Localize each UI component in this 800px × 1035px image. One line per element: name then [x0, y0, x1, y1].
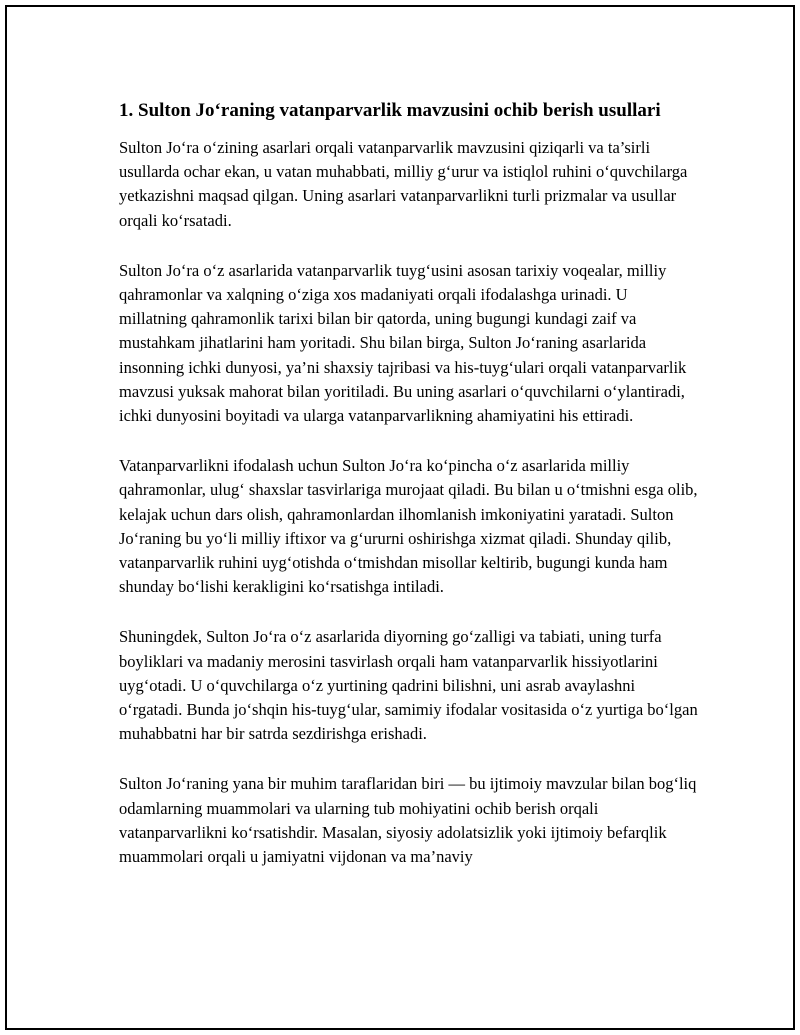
document-body: [119, 98, 699, 895]
paragraph-5: Sulton Jo‘raning yana bir muhim taraflaridan biri — bu ijtimoiy mavzular bilan bog‘liq odamlarning muammolari va ularning tub mohiyatini ochib berish orqali vatanparvarlikni ko‘rsatishdir. Masalan, siyosiy adolatsizlik yoki ijtimoiy befarqlik muammolari orqali u jamiyatni vijdonan va ma’naviy: [119, 774, 697, 867]
paragraph-2: Sulton Jo‘ra o‘z asarlarida vatanparvarlik tuyg‘usini asosan tarixiy voqealar, milliy qahramonlar va xalqning o‘ziga xos madaniyati orqali ifodalashga urinadi. U millatning qahramonlik tarixi bilan bir qatorda, uning bugungi kundagi zaif va mustahkam jihatlarini ham yoritadi. Shu bilan birga, Sulton Jo‘raning asarlarida insonning ichki dunyosi, ya’ni shaxsiy tajribasi va his-tuyg‘ulari orqali vatanparvarlik mavzusi yuksak mahorat bilan yoritiladi. Bu uning asarlari o‘quvchilarni o‘ylantiradi, ichki dunyosini boyitadi va ularga vatanparvarlikning ahamiyatini his ettiradi.: [119, 260, 687, 426]
section-heading: 1. Sulton Jo‘raning vatanparvarlik mavzusini ochib berish usullari: [119, 100, 661, 121]
page-frame: [5, 5, 795, 1030]
paragraph-1: Sulton Jo‘ra o‘zining asarlari orqali vatanparvarlik mavzusini qiziqarli va ta’sirli usullarda ochar ekan, u vatan muhabbati, milliy g‘urur va istiqlol ruhini o‘quvchilarga yetkazishni maqsad qilgan. Uning asarlari vatanparvarlikni turli prizmalar va usullar orqali ko‘rsatadi.: [119, 138, 688, 230]
paragraph-4: Shuningdek, Sulton Jo‘ra o‘z asarlarida diyorning go‘zalligi va tabiati, uning turfa boyliklari va madaniy merosini tasvirlash orqali ham vatanparvarlik hissiyotlarini uyg‘otadi. U o‘quvchilarga o‘z yurtining qadrini bilishni, uni asrab avaylashni o‘rgatadi. Bunda jo‘shqin his-tuyg‘ular, samimiy ifodalar vositasida o‘z yurtiga bo‘lgan muhabbatni har bir satrda sezdirishga erishadi.: [119, 627, 698, 744]
paragraph-3: Vatanparvarlikni ifodalash uchun Sulton Jo‘ra ko‘pincha o‘z asarlarida milliy qahramonlar, ulug‘ shaxslar tasvirlariga murojaat qiladi. Bu bilan u o‘tmishni esga olib, kelajak uchun dars olish, qahramonlardan ilhomlanish imkoniyatini yaratadi. Sulton Jo‘raning bu yo‘li milliy iftixor va g‘ururni oshirishga xizmat qiladi. Shunday qilib, vatanparvarlik ruhini uyg‘otishda o‘tmishdan misollar keltirib, bugungi kunda ham shunday bo‘lishi kerakligini ko‘rsatishga intiladi.: [119, 456, 698, 597]
